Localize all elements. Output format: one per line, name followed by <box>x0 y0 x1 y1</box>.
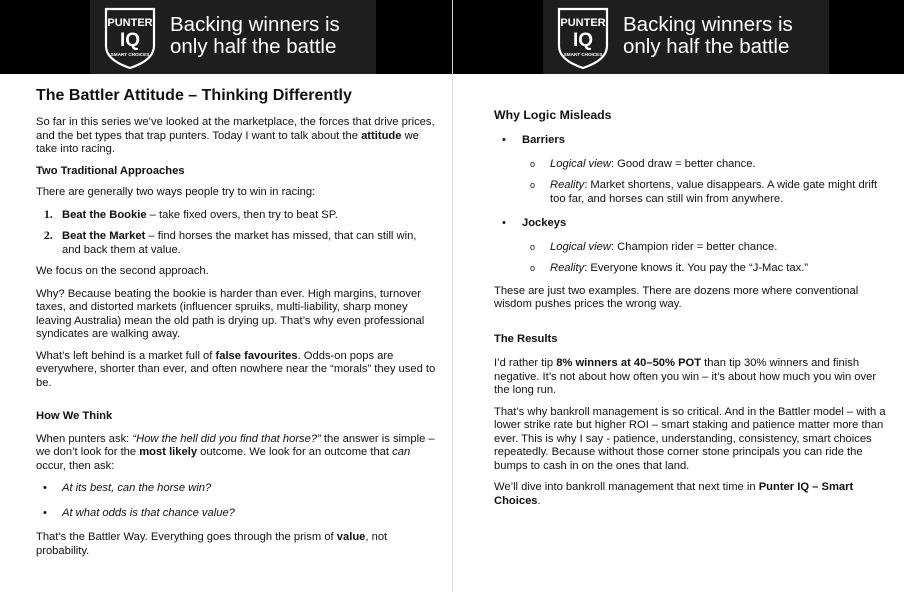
bullet-icon: • <box>43 482 47 494</box>
circle-bullet-icon: o <box>530 180 536 190</box>
list-item-beat-market: 2. Beat the Market – find horses the market has missed, that can still win, and back them at value. <box>36 230 436 257</box>
list-item-beat-bookie: 1. Beat the Bookie – take fixed overs, then try to beat SP. <box>36 209 436 223</box>
punter-iq-logo <box>102 6 158 70</box>
question-item: • At its best, can the horse win? <box>36 482 436 496</box>
think-paragraph: When punters ask: “How the hell did you find that horse?” the answer is simple – we don’t look for the most likely outcome. We look for an outcome that can occur, then ask: <box>36 432 435 472</box>
why-paragraph: Why? Because beating the bookie is harder than ever. High margins, turnover taxes, and distorted markets (influencer spruiks, multi-liability, sharp money leaving Australia) mean the old path is drying up. That’s why even professional syndicates are walking away. <box>36 287 425 340</box>
right-content <box>494 108 886 516</box>
focus-paragraph: We focus on the second approach. <box>36 265 209 277</box>
page-title: The Battler Attitude – Thinking Differently <box>36 87 352 104</box>
list-number: 1. <box>44 208 53 221</box>
approaches-heading: Two Traditional Approaches <box>36 164 185 177</box>
question-item: • At what odds is that chance value? <box>36 507 436 521</box>
svg-text:IQ: IQ <box>572 30 594 51</box>
why-logic-misleads-heading: Why Logic Misleads <box>494 108 612 122</box>
tagline-line-2: only half the battle <box>623 35 790 58</box>
right-page <box>452 0 904 592</box>
svg-text:IQ: IQ <box>119 30 141 51</box>
tagline-line-2: only half the battle <box>170 35 337 58</box>
battler-way-paragraph: That’s the Battler Way. Everything goes through the prism of value, not probability. <box>36 531 388 557</box>
how-we-think-heading: How We Think <box>36 410 113 422</box>
svg-text:SMART CHOICES: SMART CHOICES <box>110 52 150 57</box>
list-item-barriers: • Barriers <box>494 134 886 148</box>
banner-tagline <box>623 14 793 58</box>
circle-bullet-icon: o <box>530 263 536 273</box>
circle-bullet-icon: o <box>530 158 536 169</box>
bullet-icon: • <box>502 134 506 146</box>
header-banner <box>0 0 452 74</box>
svg-text:PUNTER: PUNTER <box>560 17 606 29</box>
tagline-line-1: Backing winners is <box>170 13 340 36</box>
false-favourites-paragraph: What’s left behind is a market full of false favourites. Odds-on pops are everywhere, shorter than ever, and often nowhere near the “morals” they used to be. <box>36 349 436 389</box>
sub-item-jockeys-reality: o Reality: Everyone knows it. You pay the “J-Mac tax.” <box>530 262 809 274</box>
intro-paragraph: So far in this series we’ve looked at the marketplace, the forces that drive prices, and the bet types that trap punters. Today I want to talk about the attitude we take into racing. <box>36 116 435 155</box>
svg-text:SMART CHOICES: SMART CHOICES <box>563 52 603 57</box>
bullet-icon: • <box>502 217 506 229</box>
header-banner <box>453 0 904 74</box>
list-item-jockeys: • Jockeys <box>494 217 886 231</box>
approaches-intro: There are generally two ways people try to win in racing: <box>36 186 316 198</box>
list-number: 2. <box>44 230 53 242</box>
bankroll-paragraph: That’s why bankroll management is so critical. And in the Battler model – with a lower strike rate but higher ROI – smart staking and patience matter more than ever. This is why I say - patience, understanding, consistency, smart choices repeatedly. Because without those corner stone principals you can ride the bumps to cash in on the ones that land. <box>494 405 886 472</box>
results-paragraph: I’d rather tip 8% winners at 40–50% POT than tip 30% winners and finish negative. It’s not about how often you win – it’s about how much you win over the long run. <box>494 357 877 396</box>
tagline-line-1: Backing winners is <box>623 13 793 36</box>
banner-tagline <box>170 14 340 58</box>
left-content <box>36 86 436 566</box>
sub-item-barriers-logic: o Logical view: Good draw = better chance. <box>530 157 756 170</box>
banner-box <box>90 0 376 74</box>
svg-text:PUNTER: PUNTER <box>107 17 153 29</box>
examples-paragraph: These are just two examples. There are dozens more where conventional wisdom pushes prices the wrong way. <box>494 284 859 310</box>
sub-item-barriers-reality: o Reality: Market shortens, value disappears. A wide gate might drift too far, and horses can still win from anywhere. <box>530 179 878 205</box>
results-heading: The Results <box>494 332 558 345</box>
bullet-icon: • <box>43 506 47 519</box>
punter-iq-logo <box>555 6 611 70</box>
circle-bullet-icon: o <box>530 241 536 252</box>
sub-item-jockeys-logic: o Logical view: Champion rider = better chance. <box>530 240 778 253</box>
banner-box <box>543 0 829 74</box>
closing-paragraph: We’ll dive into bankroll management that next time in Punter IQ – Smart Choices. <box>494 481 854 507</box>
